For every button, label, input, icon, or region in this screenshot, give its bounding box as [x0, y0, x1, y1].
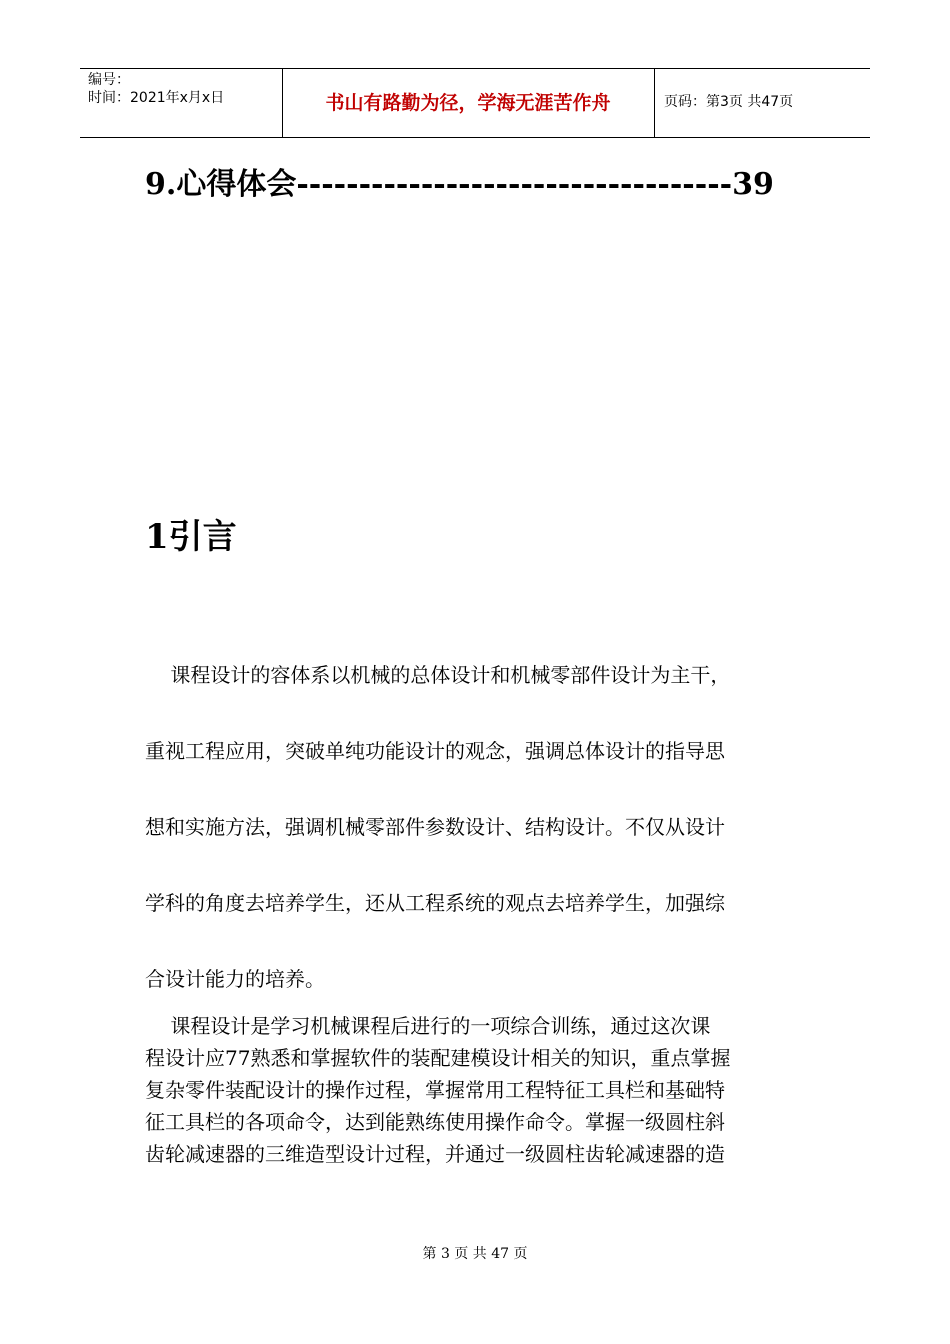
header-left-cell — [80, 69, 283, 137]
toc-entry: 9.心得体会-----------------------------------39 — [145, 167, 774, 202]
paragraph-line: 课程设计的容体系以机械的总体设计和机械零部件设计为主干， — [145, 663, 731, 687]
header-right-cell — [654, 69, 870, 137]
document-id-label: 编号： — [88, 72, 130, 88]
paragraph-line: 程设计应77熟悉和掌握软件的装配建模设计相关的知识，重点掌握 — [145, 1046, 731, 1070]
document-time-label: 时间：2021年x月x日 — [88, 90, 225, 106]
paragraph-line: 复杂零件装配设计的操作过程，掌握常用工程特征工具栏和基础特 — [145, 1078, 725, 1102]
paragraph-line: 想和实施方法，强调机械零部件参数设计、结构设计。不仅从设计 — [145, 815, 725, 839]
paragraph-line: 学科的角度去培养学生，还从工程系统的观点去培养学生，加强综 — [145, 891, 725, 915]
header-center-cell — [282, 69, 655, 137]
header-motto: 书山有路勤为径，学海无涯苦作舟 — [325, 92, 611, 114]
section-heading: 1引言 — [145, 517, 237, 557]
body-paragraph-2 — [145, 1010, 807, 1170]
paragraph-line: 合设计能力的培养。 — [145, 967, 325, 991]
paragraph-line: 重视工程应用，突破单纯功能设计的观念，强调总体设计的指导思 — [145, 739, 725, 763]
paragraph-line: 课程设计是学习机械课程后进行的一项综合训练，通过这次课 — [145, 1014, 711, 1038]
paragraph-line: 齿轮减速器的三维造型设计过程，并通过一级圆柱齿轮减速器的造 — [145, 1142, 725, 1166]
paragraph-line: 征工具栏的各项命令，达到能熟练使用操作命令。掌握一级圆柱斜 — [145, 1110, 725, 1134]
body-paragraph-1 — [145, 655, 807, 1035]
page-header-table — [80, 68, 870, 138]
header-page-info: 页码：第3页 共47页 — [664, 94, 794, 110]
page-footer: 第 3 页 共 47 页 — [422, 1246, 528, 1262]
